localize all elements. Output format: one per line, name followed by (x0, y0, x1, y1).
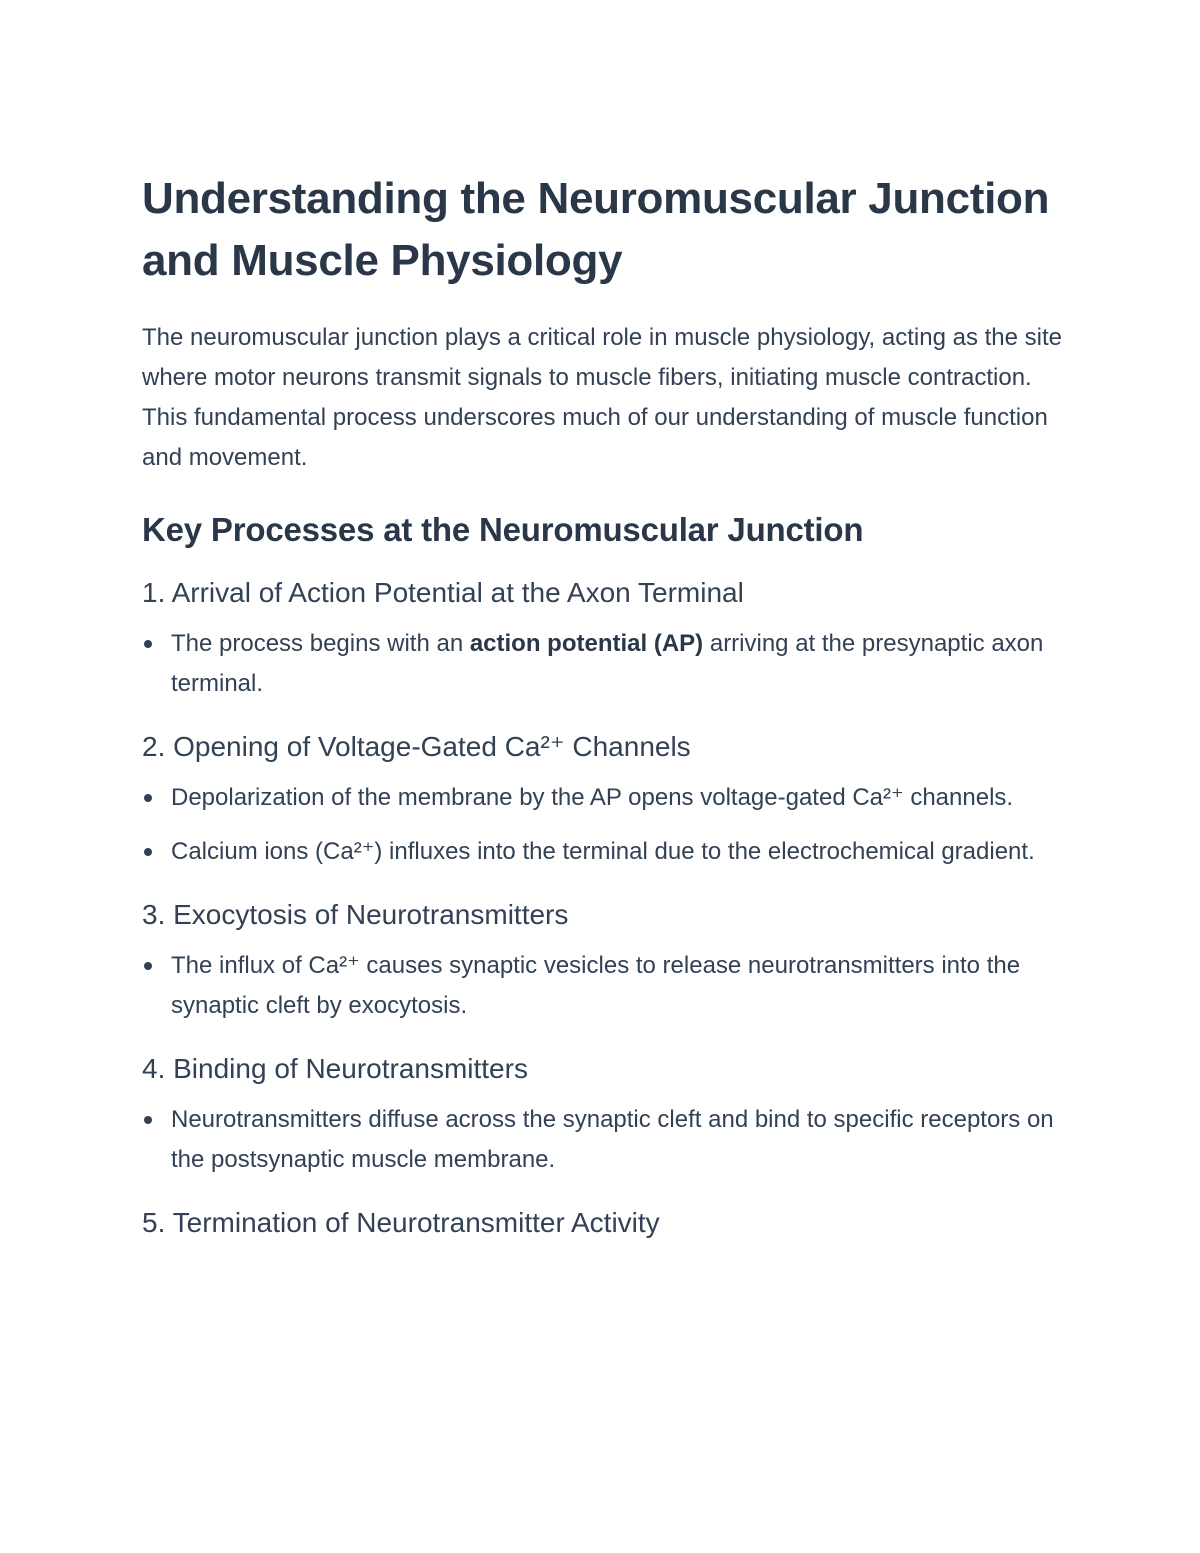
list-item-text: Depolarization of the membrane by the AP opens voltage-gated Ca²⁺ channels. (171, 784, 1014, 811)
bullet-dot-icon (144, 640, 152, 648)
bullet-dot-icon (144, 848, 152, 856)
bullet-dot-icon (144, 1116, 152, 1124)
step-list-1 (142, 624, 1062, 704)
step-heading-1: 1. Arrival of Action Potential at the Axon Terminal (142, 577, 744, 608)
step-list-3 (142, 946, 1062, 1026)
list-item (142, 778, 1062, 818)
step-heading-4: 4. Binding of Neurotransmitters (142, 1053, 528, 1084)
list-item-text: Calcium ions (Ca²⁺) influxes into the terminal due to the electrochemical gradient. (171, 838, 1035, 865)
section-heading: Key Processes at the Neuromuscular Junction (142, 511, 864, 548)
list-item (142, 832, 1062, 872)
list-item (142, 946, 1062, 1026)
step-list-2 (142, 778, 1062, 872)
page-title: Understanding the Neuromuscular Junction and Muscle Physiology (142, 174, 1050, 285)
list-item (142, 1100, 1062, 1180)
list-item-text-start: The process begins with an (171, 630, 470, 657)
step-list-4 (142, 1100, 1062, 1180)
bullet-dot-icon (144, 794, 152, 802)
document-page (142, 168, 1062, 1242)
list-item-text: Neurotransmitters diffuse across the synaptic cleft and bind to specific receptors on the postsynaptic muscle membrane. (171, 1106, 1054, 1173)
list-item-bold-term: action potential (AP) (469, 630, 704, 657)
list-item-text: The influx of Ca²⁺ causes synaptic vesicles to release neurotransmitters into the synaptic cleft by exocytosis. (171, 952, 1021, 1019)
bullet-dot-icon (144, 962, 152, 970)
list-item (142, 624, 1062, 704)
list-item-text-end: arriving at the presynaptic axon terminal. (171, 630, 1044, 697)
step-heading-2: 2. Opening of Voltage-Gated Ca²⁺ Channels (142, 731, 691, 762)
step-heading-3: 3. Exocytosis of Neurotransmitters (142, 899, 569, 930)
step-heading-5: 5. Termination of Neurotransmitter Activity (142, 1207, 660, 1238)
intro-paragraph: The neuromuscular junction plays a critical role in muscle physiology, acting as the site where motor neurons transmit signals to muscle fibers, initiating muscle contraction. This fundamental process underscores much of our understanding of muscle function and movement. (142, 324, 1062, 471)
